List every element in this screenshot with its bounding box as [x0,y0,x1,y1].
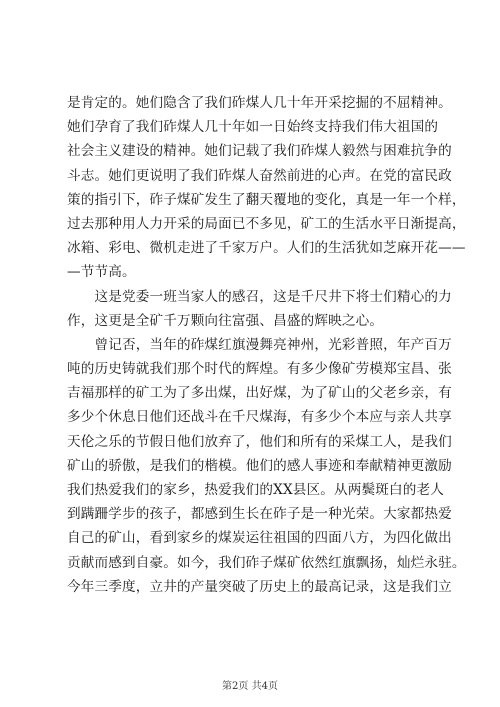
text-line: 她们孕育了我们砟煤人几十年如一日始终支持我们伟大祖国的 [67,119,439,136]
text-line: 社会主义建设的精神。她们记载了我们砟煤人毅然与困难抗争的 [67,143,452,160]
text-line: 作，这更是全矿千万颗向往富强、昌盛的辉映之心。 [67,312,384,329]
text-line: 自己的矿山，看到家乡的煤炭运往祖国的四面八方，为四化做出 [67,530,452,547]
text-line: —节节高。 [67,264,136,281]
text-line: 曾记否，当年的砟煤红旗漫舞亮神州，光彩普照，年产百万 [67,336,452,353]
text-line: 天伦之乐的节假日他们放弃了，他们和所有的采煤工人，是我们 [67,433,452,450]
text-line: 贡献而感到自豪。如今，我们砟子煤矿依然红旗飘扬，灿烂永驻。 [67,554,466,571]
text-line: 我们热爱我们的家乡，热爱我们的XX县区。从两鬓斑白的老人 [67,482,444,498]
text-line: 这是党委一班当家人的感召，这是千尺井下将士们精心的力 [67,288,452,305]
text-line: 吉福那样的矿工为了多出煤，出好煤，为了矿山的父老乡亲，有 [67,385,452,402]
document-body [67,91,466,599]
text-line: 今年三季度，立井的产量突破了历史上的最高记录，这是我们立 [67,578,452,595]
page-number-footer: 第2页 共4页 [222,681,278,692]
text-line: 到蹒跚学步的孩子，都感到生长在砟子是一种光荣。大家都热爱 [67,506,452,523]
text-line: 多少个休息日他们还战斗在千尺煤海，有多少个本应与亲人共享 [67,409,452,426]
text-line: 是肯定的。她们隐含了我们砟煤人几十年开采挖掘的不屈精神。 [67,95,452,111]
text-line: 过去那种用人力开采的局面已不多见，矿工的生活水平日渐提高， [67,215,466,232]
text-line: 冰箱、彩电、微机走进了千家万户。人们的生活犹如芝麻开花—— [67,240,466,257]
text-line: 矿山的骄傲，是我们的楷模。他们的感人事迹和奉献精神更激励 [67,457,452,474]
text-line: 吨的历史铸就我们那个时代的辉煌。有多少像矿劳模郑宝昌、张 [67,361,452,378]
text-line: 斗志。她们更说明了我们砟煤人奋然前进的心声。在党的富民政 [67,167,452,184]
text-line: 策的指引下，砟子煤矿发生了翻天覆地的变化，真是一年一个样， [67,191,466,208]
